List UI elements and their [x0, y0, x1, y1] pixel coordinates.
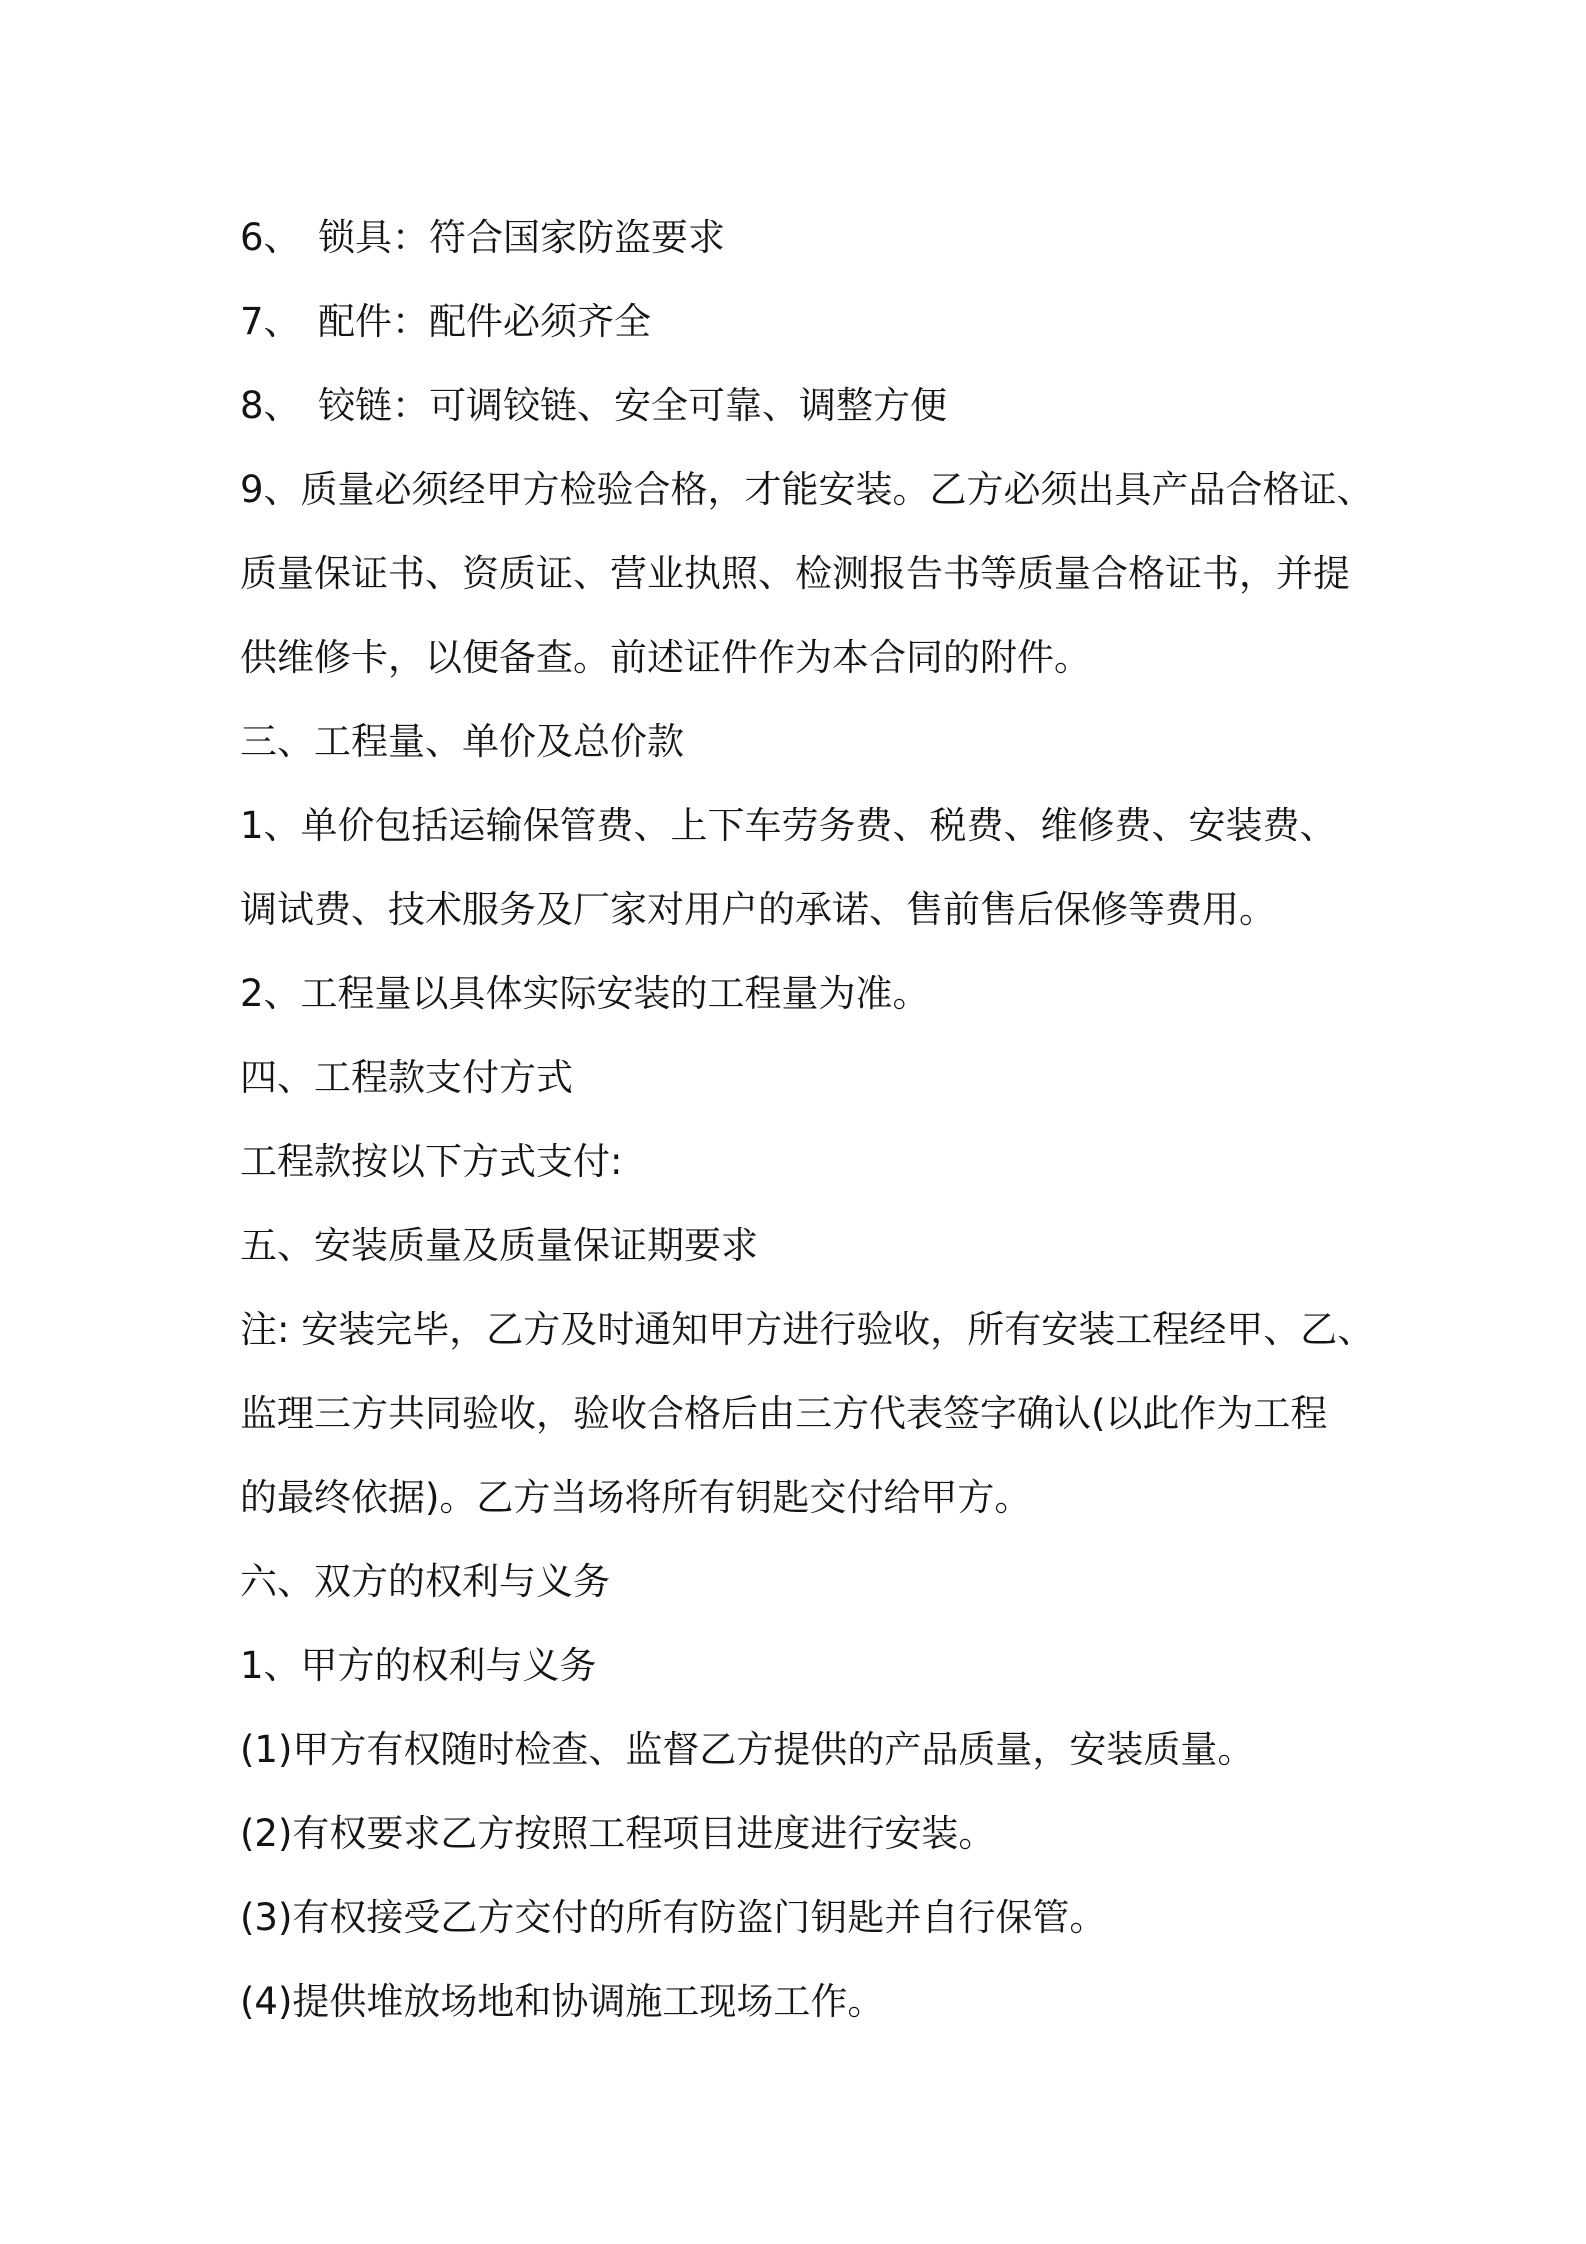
item-text: 锁具：符合国家防盗要求	[318, 216, 725, 259]
subsection-heading: 1、甲方的权利与义务	[240, 1644, 597, 1687]
paragraph-line: 监理三方共同验收，验收合格后由三方代表签字确认(以此作为工程	[240, 1392, 1328, 1435]
paragraph-line: 的最终依据)。乙方当场将所有钥匙交付给甲方。	[240, 1476, 1032, 1519]
list-item: (2)有权要求乙方按照工程项目进度进行安装。	[240, 1812, 996, 1855]
item-number: 8、	[240, 384, 301, 427]
section-heading: 六、双方的权利与义务	[240, 1560, 610, 1603]
paragraph-line: 供维修卡，以便备查。前述证件作为本合同的附件。	[240, 636, 1091, 679]
list-item: (1)甲方有权随时检查、监督乙方提供的产品质量，安装质量。	[240, 1728, 1255, 1771]
paragraph-line: 工程款按以下方式支付:	[240, 1140, 623, 1183]
list-item: (3)有权接受乙方交付的所有防盗门钥匙并自行保管。	[240, 1896, 1107, 1939]
spec-item-hinge	[240, 364, 1390, 448]
item-text: 铰链：可调铰链、安全可靠、调整方便	[318, 384, 947, 427]
paragraph-line: 调试费、技术服务及厂家对用户的承诺、售前售后保修等费用。	[240, 888, 1276, 931]
paragraph-line: 1、单价包括运输保管费、上下车劳务费、税费、维修费、安装费、	[240, 804, 1337, 847]
paragraph-line: 注: 安装完毕，乙方及时通知甲方进行验收，所有安装工程经甲、乙、	[240, 1308, 1375, 1351]
spec-item-accessories	[240, 280, 1390, 364]
paragraph-line: 2、工程量以具体实际安装的工程量为准。	[240, 972, 930, 1015]
item-text: 配件：配件必须齐全	[318, 300, 651, 343]
section-heading: 四、工程款支付方式	[240, 1056, 573, 1099]
paragraph-line: 质量保证书、资质证、营业执照、检测报告书等质量合格证书，并提	[240, 552, 1350, 595]
item-number: 6、	[240, 216, 301, 259]
section-heading: 三、工程量、单价及总价款	[240, 720, 684, 763]
paragraph-line: 9、质量必须经甲方检验合格，才能安装。乙方必须出具产品合格证、	[240, 468, 1374, 511]
spec-item-lock	[240, 196, 1390, 280]
document-body	[240, 196, 1390, 2044]
section-heading: 五、安装质量及质量保证期要求	[240, 1224, 758, 1267]
list-item: (4)提供堆放场地和协调施工现场工作。	[240, 1980, 885, 2023]
item-number: 7、	[240, 300, 301, 343]
